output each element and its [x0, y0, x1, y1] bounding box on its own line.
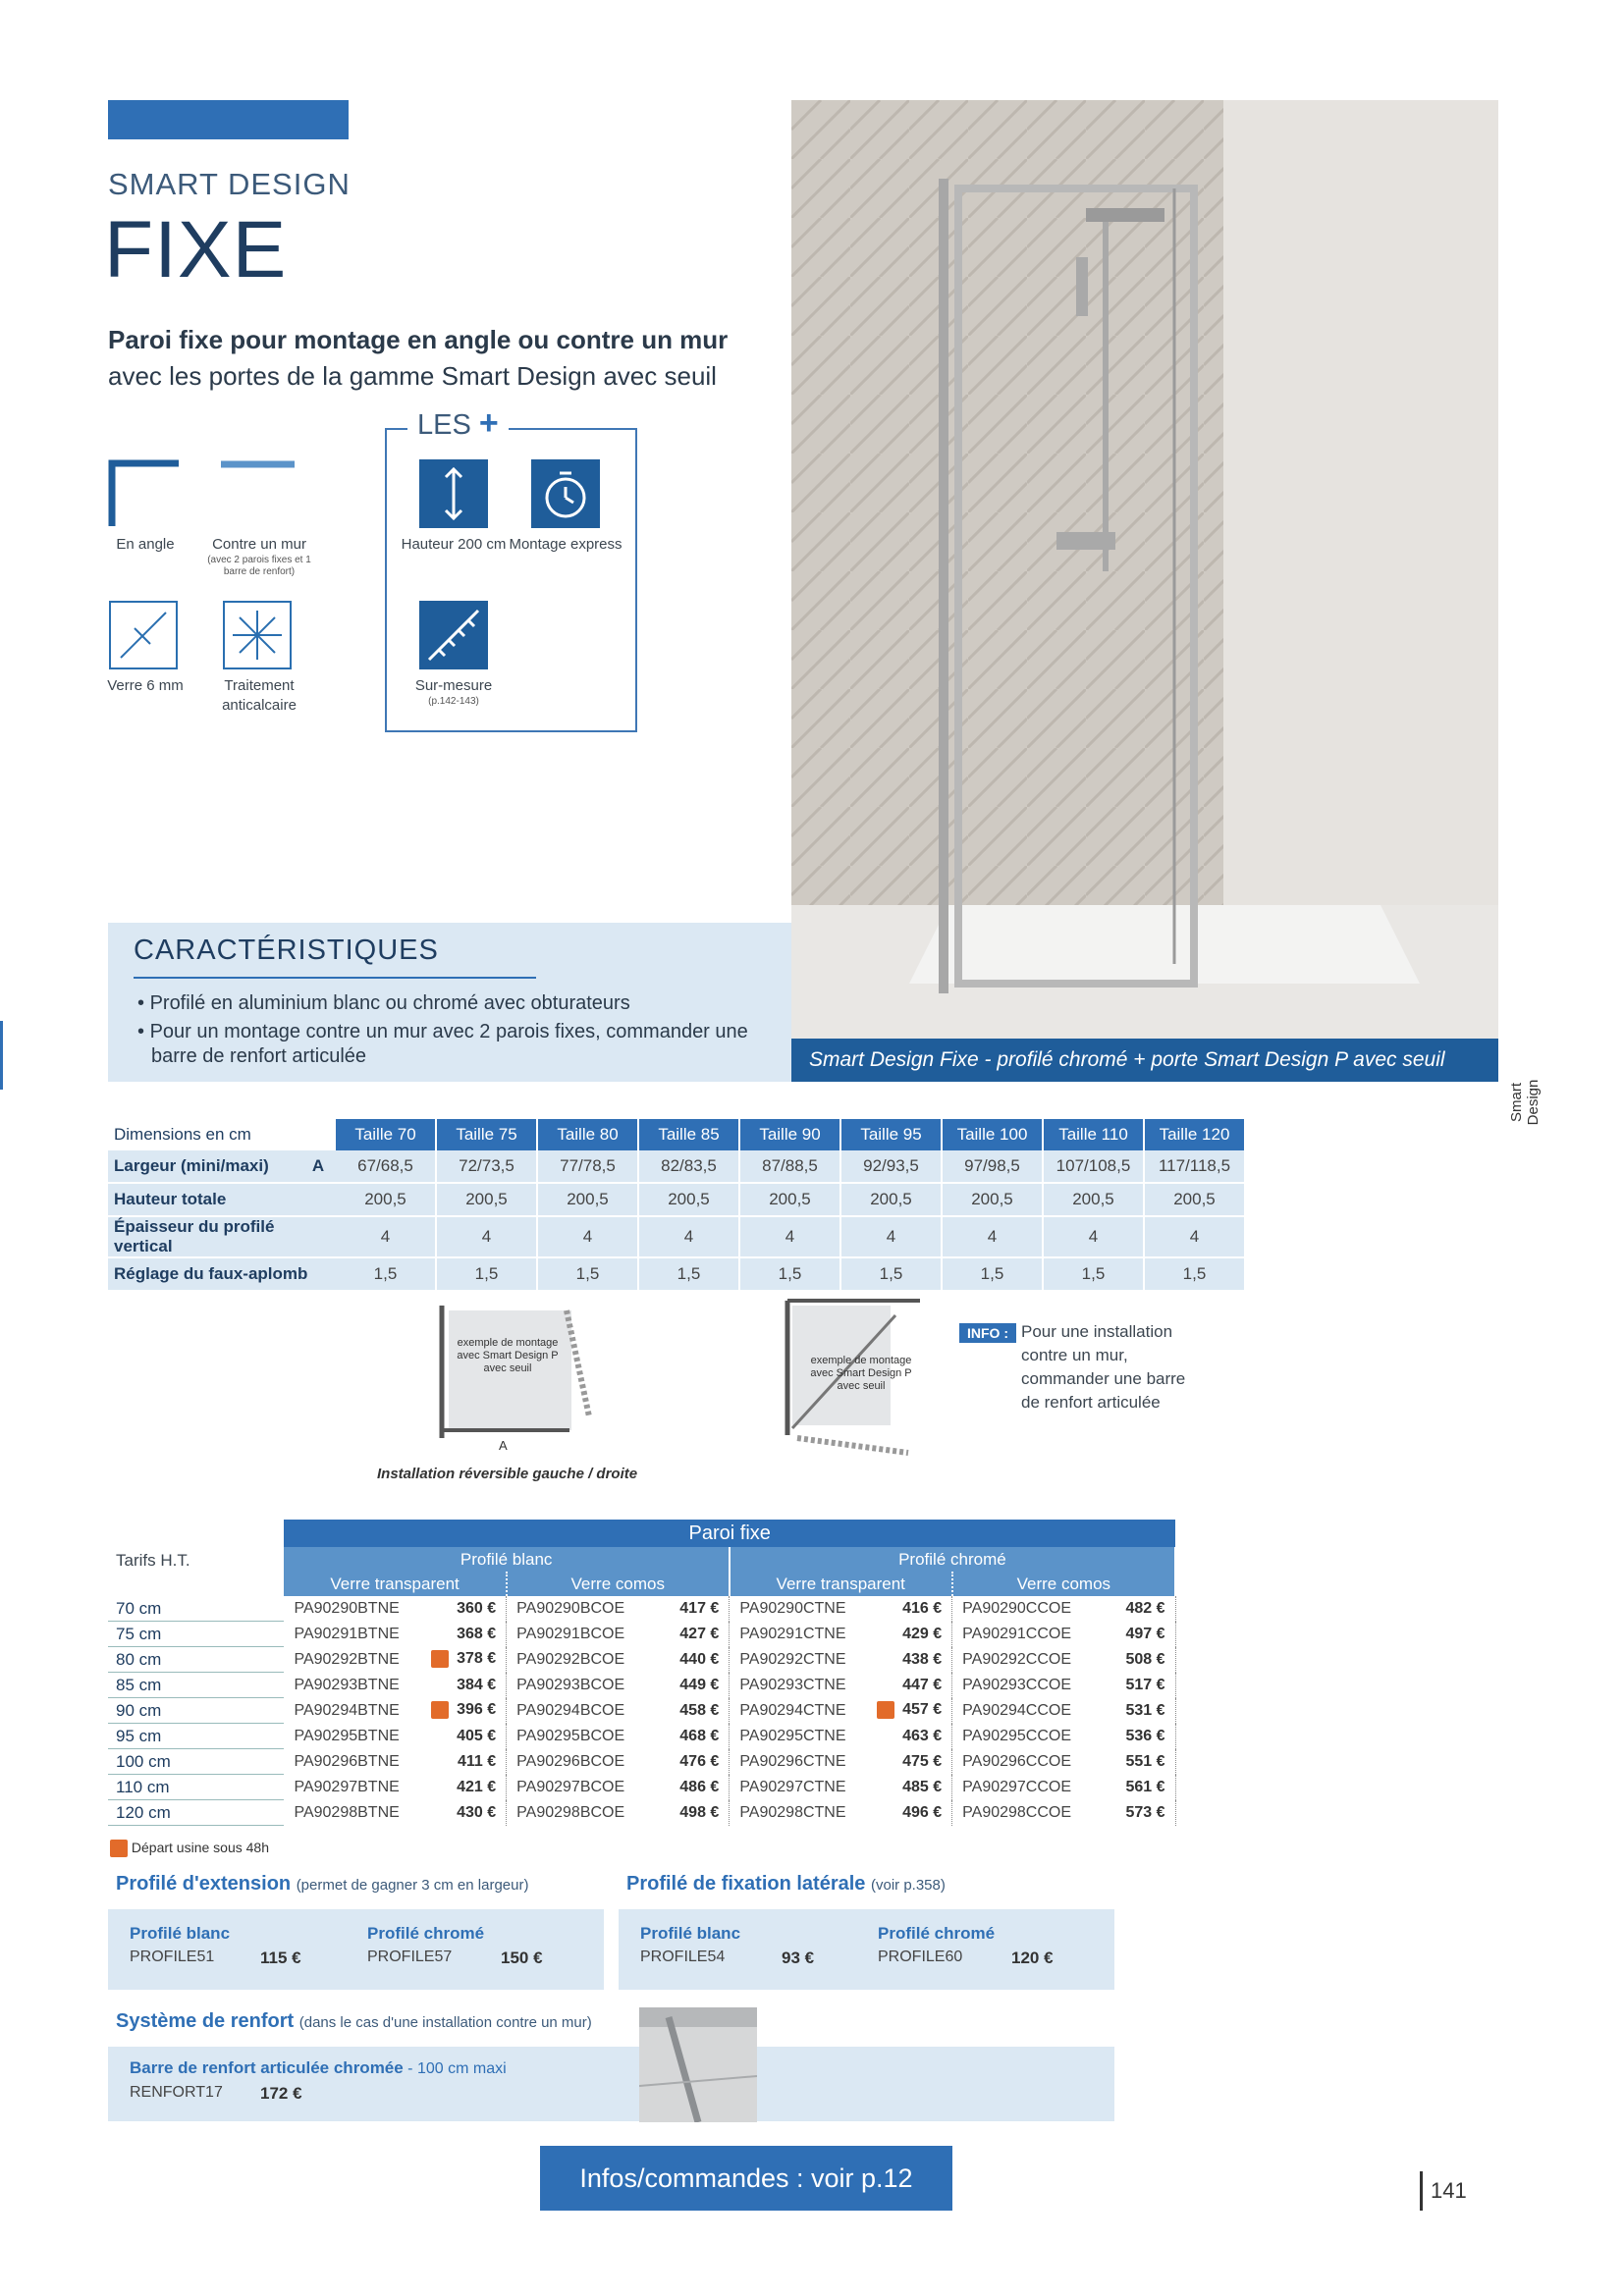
- size-col: Taille 120: [1144, 1119, 1245, 1150]
- dimensions-table: [108, 1119, 1246, 1292]
- dimensions-header-label: Dimensions en cm: [114, 1125, 251, 1144]
- box-icon: [877, 1701, 894, 1719]
- price-size: 80 cm: [108, 1647, 284, 1673]
- cell: 4: [1043, 1216, 1144, 1257]
- price-body: [108, 1596, 1175, 1826]
- price-ref: PA90298CTNE: [739, 1803, 846, 1821]
- price-row: [108, 1775, 1175, 1800]
- advantages-label: [407, 404, 509, 443]
- renfort-price: 172 €: [260, 2084, 302, 2103]
- characteristics-item: • Profilé en aluminium blanc ou chromé avec obturateurs: [137, 992, 630, 1014]
- price-ref: PA90292BTNE: [294, 1650, 400, 1668]
- price-ref: PA90292CTNE: [739, 1650, 846, 1668]
- price-size: 100 cm: [108, 1749, 284, 1775]
- price-size: 110 cm: [108, 1775, 284, 1800]
- extension-chrome-price: 150 €: [501, 1949, 543, 1967]
- price-size: 120 cm: [108, 1800, 284, 1826]
- fixation-title-text: Profilé de fixation latérale: [626, 1873, 866, 1895]
- price-value: 427 €: [633, 1622, 730, 1647]
- profile-blanc-header: Profilé blanc: [284, 1547, 729, 1572]
- price-value: 449 €: [633, 1673, 730, 1698]
- fixation-chrome-price: 120 €: [1011, 1949, 1054, 1967]
- dimensions-row-thickness: [108, 1216, 1245, 1257]
- price-ref: PA90297BTNE: [294, 1778, 400, 1795]
- info-badge: INFO :: [959, 1323, 1016, 1343]
- empty-cell: [108, 1572, 284, 1596]
- diagram-dim-marker: A: [499, 1438, 508, 1453]
- cell: 200,5: [942, 1183, 1043, 1216]
- dimensions-header-row: [108, 1119, 1245, 1150]
- wall-line-icon: [221, 459, 295, 471]
- header-accent-bar: [108, 100, 349, 139]
- diagram-note: Installation réversible gauche / droite: [377, 1466, 638, 1482]
- price-ref: PA90295BCOE: [516, 1727, 625, 1744]
- price-table: [108, 1520, 1176, 1826]
- fixation-panel: [619, 1909, 1114, 1990]
- price-value: 486 €: [633, 1775, 730, 1800]
- diagram-example-text: exemple de montage avec Smart Design P avec seuil: [457, 1337, 559, 1374]
- price-row: [108, 1622, 1175, 1647]
- legend-text: Départ usine sous 48h: [131, 1840, 269, 1855]
- size-col: Taille 85: [638, 1119, 739, 1150]
- price-ref: PA90295CTNE: [739, 1727, 846, 1744]
- renfort-title: [116, 2010, 592, 2033]
- characteristics-item-text: Profilé en aluminium blanc ou chromé avec obturateurs: [149, 992, 630, 1014]
- ruler-icon: [419, 601, 488, 669]
- price-row: [108, 1673, 1175, 1698]
- cell: 4: [942, 1216, 1043, 1257]
- cell: 200,5: [1144, 1183, 1245, 1216]
- price-ref: PA90291BCOE: [516, 1625, 625, 1642]
- price-ref: PA90297CTNE: [739, 1778, 846, 1795]
- empty-cell: [108, 1520, 284, 1547]
- characteristics-list: [134, 991, 762, 1073]
- characteristics-underline: [134, 977, 536, 979]
- price-size: 75 cm: [108, 1622, 284, 1647]
- price-value: 485 €: [855, 1775, 951, 1800]
- box-icon: [431, 1701, 449, 1719]
- size-col: Taille 95: [840, 1119, 942, 1150]
- page-title: FIXE: [104, 205, 288, 294]
- characteristics-item: • Pour un montage contre un mur avec 2 parois fixes, commander une barre de renfort articulée: [137, 1021, 748, 1067]
- price-value: 551 €: [1079, 1749, 1175, 1775]
- feature-height-label: Hauteur 200 cm: [401, 536, 507, 553]
- price-ref: PA90296CCOE: [962, 1752, 1072, 1770]
- price-size: 70 cm: [108, 1596, 284, 1622]
- price-ref: PA90296BCOE: [516, 1752, 625, 1770]
- price-header-glass: [108, 1572, 1175, 1596]
- stopwatch-icon: [531, 459, 600, 528]
- extension-title: [116, 1873, 528, 1896]
- price-value: 458 €: [633, 1698, 730, 1724]
- intro-text: [108, 322, 785, 395]
- feature-wall-label: [200, 535, 318, 578]
- fixation-chrome-label: Profilé chromé: [878, 1924, 996, 1943]
- price-size: 85 cm: [108, 1673, 284, 1698]
- renfort-item-label: Barre de renfort articulée chromée: [130, 2058, 404, 2077]
- price-row: [108, 1698, 1175, 1724]
- glass-6mm-icon: [109, 601, 178, 669]
- price-ref: PA90296CTNE: [739, 1752, 846, 1770]
- price-row: [108, 1749, 1175, 1775]
- box-icon: [110, 1840, 128, 1857]
- anti-limescale-icon: [223, 601, 292, 669]
- info-text: Pour une installation contre un mur, commander une barre de renfort articulée: [1021, 1322, 1186, 1412]
- price-ref: PA90297CCOE: [962, 1778, 1072, 1795]
- price-ref: PA90294CCOE: [962, 1701, 1072, 1719]
- cell: 200,5: [638, 1183, 739, 1216]
- height-arrow-icon: [419, 459, 488, 528]
- intro-rest: avec les portes de la gamme Smart Design avec seuil: [108, 361, 717, 391]
- cell: 97/98,5: [942, 1150, 1043, 1183]
- price-ref: PA90290BCOE: [516, 1599, 625, 1617]
- price-value: 378 €: [409, 1647, 506, 1673]
- renfort-item-line: [130, 2058, 507, 2078]
- photo-caption: Smart Design Fixe - profilé chromé + porte Smart Design P avec seuil: [791, 1039, 1498, 1082]
- range-name: SMART DESIGN: [108, 167, 351, 201]
- characteristics-item-text: Pour un montage contre un mur avec 2 parois fixes, commander une barre de renfort articulée: [149, 1021, 748, 1067]
- glass-comos-header: Verre comos: [507, 1572, 730, 1596]
- price-value: 517 €: [1079, 1673, 1175, 1698]
- price-ref: PA90295BTNE: [294, 1727, 400, 1744]
- price-size: 90 cm: [108, 1698, 284, 1724]
- dimensions-row-height: [108, 1183, 1245, 1216]
- price-ref: PA90292BCOE: [516, 1650, 625, 1668]
- feature-custom-note: (p.142-143): [428, 696, 479, 707]
- glass-comos-header: Verre comos: [952, 1572, 1175, 1596]
- dimensions-row-width: [108, 1150, 1245, 1183]
- cell: 4: [739, 1216, 840, 1257]
- cell: 4: [336, 1216, 436, 1257]
- fixation-blanc-ref: PROFILE54: [640, 1949, 726, 1965]
- price-value: 416 €: [855, 1596, 951, 1622]
- price-ref: PA90291CTNE: [739, 1625, 846, 1642]
- price-value: 438 €: [855, 1647, 951, 1673]
- price-header-group: [108, 1520, 1175, 1547]
- feature-glass-label: Verre 6 mm: [107, 677, 184, 694]
- cell: 200,5: [537, 1183, 638, 1216]
- price-row: [108, 1800, 1175, 1826]
- price-header-profile: [108, 1547, 1175, 1572]
- cell: 107/108,5: [1043, 1150, 1144, 1183]
- cell: 87/88,5: [739, 1150, 840, 1183]
- feature-mounting-label: Montage express: [509, 536, 623, 553]
- cell: 200,5: [436, 1183, 537, 1216]
- orders-info-button[interactable]: Infos/commandes : voir p.12: [540, 2146, 952, 2211]
- price-ref: PA90298BCOE: [516, 1803, 625, 1821]
- cell: 67/68,5: [336, 1150, 436, 1183]
- intro-bold: Paroi fixe pour montage en angle ou contre un mur: [108, 325, 729, 354]
- price-ref: PA90293BTNE: [294, 1676, 400, 1693]
- plus-icon: +: [478, 404, 499, 442]
- feature-angle-label: En angle: [116, 536, 175, 553]
- price-value: 421 €: [409, 1775, 506, 1800]
- extension-title-text: Profilé d'extension: [116, 1873, 292, 1895]
- cell: 4: [436, 1216, 537, 1257]
- price-ref: PA90298BTNE: [294, 1803, 400, 1821]
- fixation-blanc-label: Profilé blanc: [640, 1924, 741, 1943]
- glass-transparent-header: Verre transparent: [284, 1572, 506, 1596]
- legend: [110, 1840, 269, 1857]
- price-value: 411 €: [409, 1749, 506, 1775]
- price-ref: PA90290CCOE: [962, 1599, 1072, 1617]
- fixation-blanc-price: 93 €: [782, 1949, 815, 1967]
- fixation-chrome-ref: PROFILE60: [878, 1949, 963, 1965]
- price-ref: PA90294CTNE: [739, 1701, 846, 1719]
- cell: 200,5: [1043, 1183, 1144, 1216]
- cell: 77/78,5: [537, 1150, 638, 1183]
- side-tab: Smart Design: [1508, 1079, 1542, 1126]
- cell: 4: [840, 1216, 942, 1257]
- cell: 1,5: [942, 1257, 1043, 1291]
- price-ref: PA90296BTNE: [294, 1752, 400, 1770]
- price-row: [108, 1647, 1175, 1673]
- price-value: 536 €: [1079, 1724, 1175, 1749]
- price-value: 573 €: [1079, 1800, 1175, 1826]
- feature-custom-text: Sur-mesure: [414, 677, 493, 694]
- cell: 117/118,5: [1144, 1150, 1245, 1183]
- dimensions-row-plumb: [108, 1257, 1245, 1291]
- cell: 4: [1144, 1216, 1245, 1257]
- row-marker: A: [300, 1150, 336, 1183]
- row-label: Épaisseur du profilé vertical: [108, 1216, 336, 1257]
- price-ref: PA90293BCOE: [516, 1676, 625, 1693]
- profile-chrome-header: Profilé chromé: [730, 1547, 1175, 1572]
- price-value: 463 €: [855, 1724, 951, 1749]
- diagram-example-text-angle: exemple de montage avec Smart Design P avec seuil: [810, 1355, 912, 1392]
- renfort-note: (dans le cas d'une installation contre un mur): [298, 2014, 592, 2031]
- empty-cell: [108, 1547, 284, 1572]
- price-ref: PA90295CCOE: [962, 1727, 1072, 1744]
- advantages-label-text: LES: [417, 409, 471, 441]
- row-label: Réglage du faux-aplomb: [108, 1257, 336, 1291]
- size-col: Taille 80: [537, 1119, 638, 1150]
- cell: 4: [638, 1216, 739, 1257]
- price-ref: PA90297BCOE: [516, 1778, 625, 1795]
- cell: 82/83,5: [638, 1150, 739, 1183]
- extension-panel: [108, 1909, 604, 1990]
- price-value: 475 €: [855, 1749, 951, 1775]
- price-value: 360 €: [409, 1596, 506, 1622]
- size-col: Taille 100: [942, 1119, 1043, 1150]
- cell: 1,5: [1144, 1257, 1245, 1291]
- fixation-title: [626, 1873, 946, 1896]
- feature-wall-note: (avec 2 parois fixes et 1 barre de renfort): [207, 555, 311, 577]
- price-ref: PA90293CCOE: [962, 1676, 1072, 1693]
- cell: 200,5: [739, 1183, 840, 1216]
- price-ref: PA90291CCOE: [962, 1625, 1072, 1642]
- feature-custom-label: [395, 676, 513, 708]
- price-value: 368 €: [409, 1622, 506, 1647]
- size-col: Taille 90: [739, 1119, 840, 1150]
- cell: 72/73,5: [436, 1150, 537, 1183]
- price-value: 405 €: [409, 1724, 506, 1749]
- size-col: Taille 70: [336, 1119, 436, 1150]
- price-value: 496 €: [855, 1800, 951, 1826]
- row-label: Largeur (mini/maxi): [108, 1150, 300, 1183]
- price-ref: PA90291BTNE: [294, 1625, 400, 1642]
- renfort-item-note: - 100 cm maxi: [407, 2060, 507, 2077]
- extension-blanc-ref: PROFILE51: [130, 1949, 215, 1965]
- tarifs-label: Tarifs H.T.: [116, 1551, 190, 1570]
- price-value: 468 €: [633, 1724, 730, 1749]
- renfort-title-text: Système de renfort: [116, 2010, 295, 2032]
- characteristics-title: CARACTÉRISTIQUES: [134, 934, 439, 966]
- price-group-title: Paroi fixe: [284, 1520, 1175, 1547]
- product-photo: [791, 100, 1498, 1082]
- price-row: [108, 1724, 1175, 1749]
- price-ref: PA90290CTNE: [739, 1599, 846, 1617]
- cell: 4: [537, 1216, 638, 1257]
- size-col: Taille 110: [1043, 1119, 1144, 1150]
- cell: 200,5: [336, 1183, 436, 1216]
- cell: 1,5: [436, 1257, 537, 1291]
- price-row: [108, 1596, 1175, 1622]
- renfort-panel: [108, 2047, 1114, 2121]
- cell: 200,5: [840, 1183, 942, 1216]
- price-value: 561 €: [1079, 1775, 1175, 1800]
- price-ref: PA90292CCOE: [962, 1650, 1072, 1668]
- price-value: 430 €: [409, 1800, 506, 1826]
- left-edge-accent: [0, 1021, 3, 1090]
- cell: 1,5: [840, 1257, 942, 1291]
- renfort-photo: [639, 2007, 757, 2122]
- price-ref: PA90290BTNE: [294, 1599, 400, 1617]
- box-icon: [431, 1650, 449, 1668]
- price-value: 497 €: [1079, 1622, 1175, 1647]
- size-col: Taille 75: [436, 1119, 537, 1150]
- price-value: 440 €: [633, 1647, 730, 1673]
- row-label: Hauteur totale: [108, 1183, 336, 1216]
- price-value: 447 €: [855, 1673, 951, 1698]
- cell: 1,5: [336, 1257, 436, 1291]
- price-value: 396 €: [409, 1698, 506, 1724]
- price-size: 95 cm: [108, 1724, 284, 1749]
- price-value: 498 €: [633, 1800, 730, 1826]
- corner-angle-icon: [108, 459, 179, 528]
- feature-treatment-label: Traitement anticalcaire: [222, 677, 297, 714]
- extension-note: (permet de gagner 3 cm en largeur): [296, 1877, 529, 1894]
- price-value: 384 €: [409, 1673, 506, 1698]
- price-ref: PA90298CCOE: [962, 1803, 1072, 1821]
- extension-blanc-label: Profilé blanc: [130, 1924, 231, 1943]
- fixation-note: (voir p.358): [870, 1877, 946, 1894]
- cell: 92/93,5: [840, 1150, 942, 1183]
- price-value: 457 €: [855, 1698, 951, 1724]
- price-value: 429 €: [855, 1622, 951, 1647]
- price-ref: PA90294BCOE: [516, 1701, 625, 1719]
- cell: 1,5: [638, 1257, 739, 1291]
- renfort-ref: RENFORT17: [130, 2084, 223, 2101]
- cell: 1,5: [739, 1257, 840, 1291]
- extension-blanc-price: 115 €: [260, 1949, 301, 1967]
- price-value: 508 €: [1079, 1647, 1175, 1673]
- price-ref: PA90294BTNE: [294, 1701, 400, 1719]
- page-number: 141: [1420, 2171, 1467, 2211]
- price-value: 482 €: [1079, 1596, 1175, 1622]
- cell: 1,5: [1043, 1257, 1144, 1291]
- extension-chrome-label: Profilé chromé: [367, 1924, 485, 1943]
- price-value: 476 €: [633, 1749, 730, 1775]
- feature-wall-text: Contre un mur: [212, 536, 306, 553]
- price-ref: PA90293CTNE: [739, 1676, 846, 1693]
- glass-transparent-header: Verre transparent: [730, 1572, 952, 1596]
- price-value: 417 €: [633, 1596, 730, 1622]
- extension-chrome-ref: PROFILE57: [367, 1949, 453, 1965]
- price-value: 531 €: [1079, 1698, 1175, 1724]
- cell: 1,5: [537, 1257, 638, 1291]
